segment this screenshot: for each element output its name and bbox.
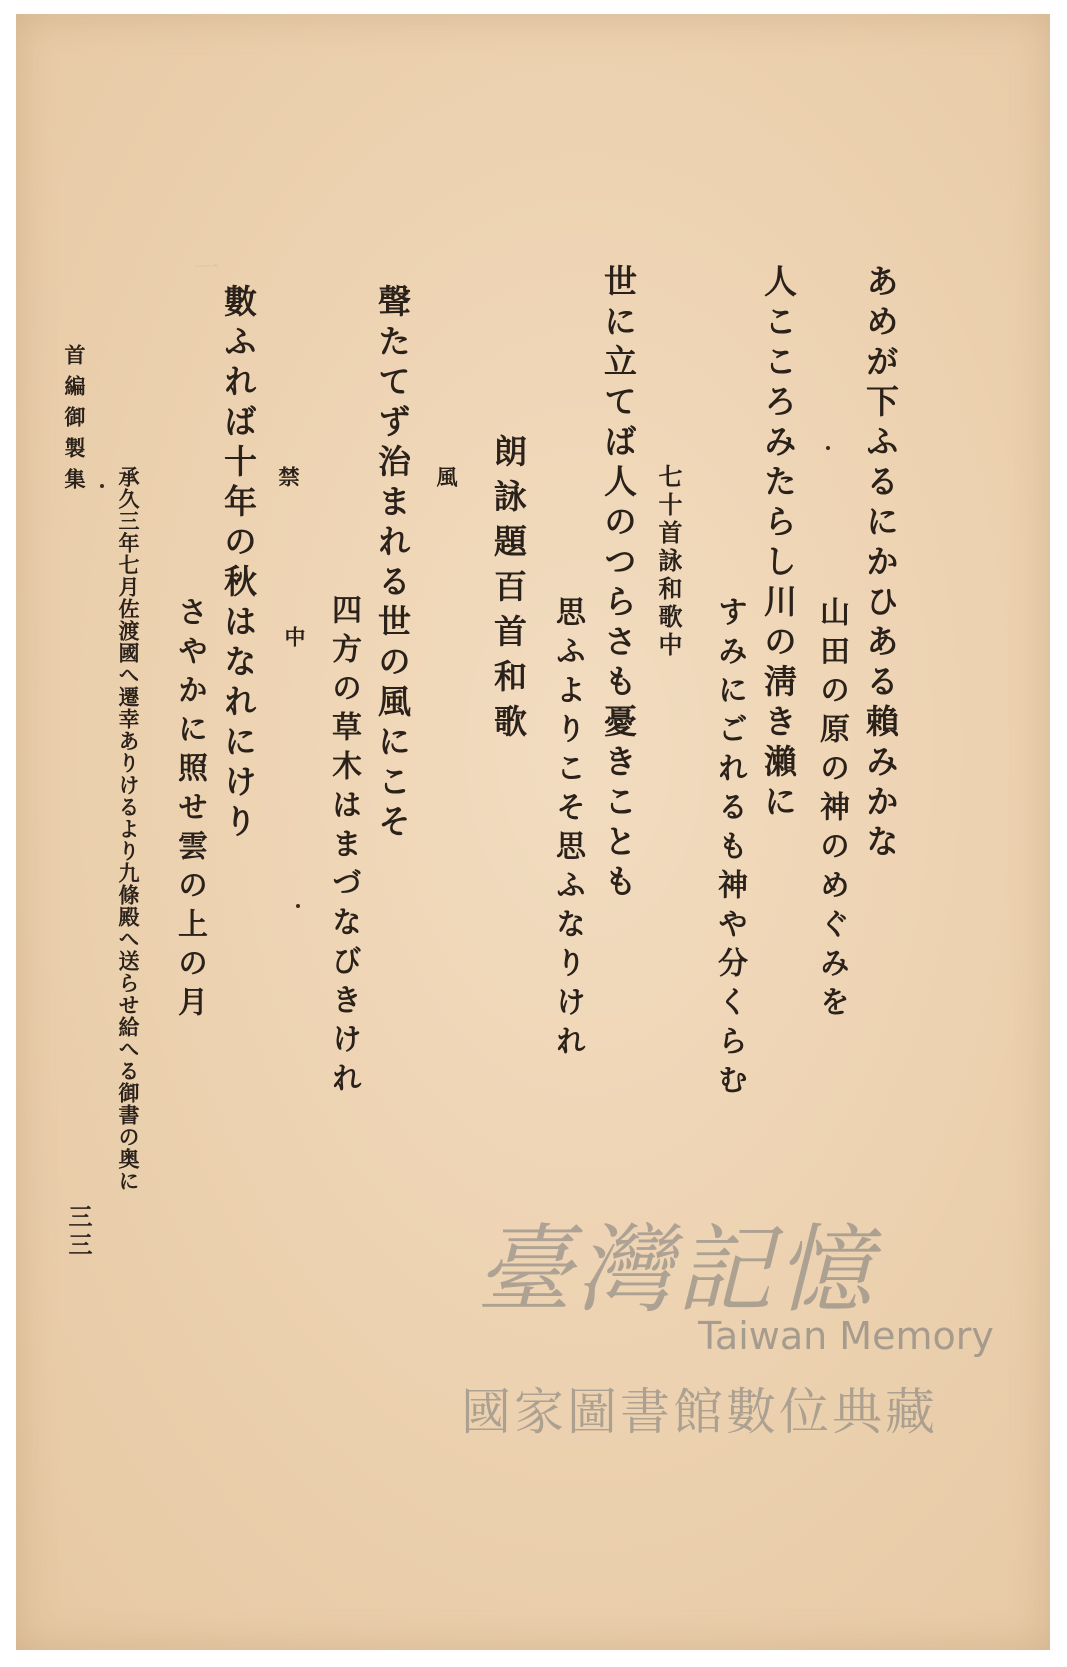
- poem-line: さやかに照せ雲の上の月: [172, 596, 207, 1025]
- poem-line: 世に立てば人のつらさも憂きことも: [599, 264, 638, 904]
- ink-dot: [826, 446, 830, 450]
- poem-heading: 中: [282, 626, 307, 657]
- poem-line: あめが下ふるにかひある賴みかな: [861, 264, 900, 864]
- poem-heading: 七十首詠和歌中: [654, 464, 683, 660]
- ink-dot: [100, 484, 104, 488]
- watermark-logo: [461, 1194, 1036, 1454]
- poem-heading: 風: [434, 466, 459, 497]
- poem-preface: 承久三年七月佐渡國へ遷幸ありけるより九條殿へ送らせ給へる御書の奥に: [116, 466, 141, 1192]
- poem-line: 思ふよりこそ思ふなりけれ: [550, 596, 585, 1064]
- poem-heading: 禁: [276, 466, 301, 497]
- page-number: 三三: [64, 1204, 93, 1260]
- poem-line: 山田の原の神のめぐみを: [814, 596, 849, 1025]
- book-page: [16, 14, 1050, 1650]
- ink-dot: [296, 904, 300, 908]
- poem-line: 人こころみたらし川の淸き瀨に: [759, 264, 798, 824]
- poem-heading: 朗詠題百首和歌: [489, 434, 528, 749]
- watermark-chinese: 國家圖書館數位典藏: [461, 1383, 938, 1441]
- poem-line: 聲たてず治まれる世の風にこそ: [373, 284, 412, 844]
- poem-line: すみにごれるも神や分くらむ: [712, 596, 747, 1103]
- watermark-brush-text: 臺灣記憶: [476, 1214, 876, 1326]
- watermark-english: Taiwan Memory: [698, 1314, 994, 1358]
- running-title: 首編御製集: [62, 344, 87, 499]
- poem-line: 四方の草木はまづなびきけれ: [326, 594, 361, 1101]
- poem-line: 數ふれば十年の秋はなれにけり: [219, 284, 258, 844]
- bleed-through: 一: [189, 254, 219, 294]
